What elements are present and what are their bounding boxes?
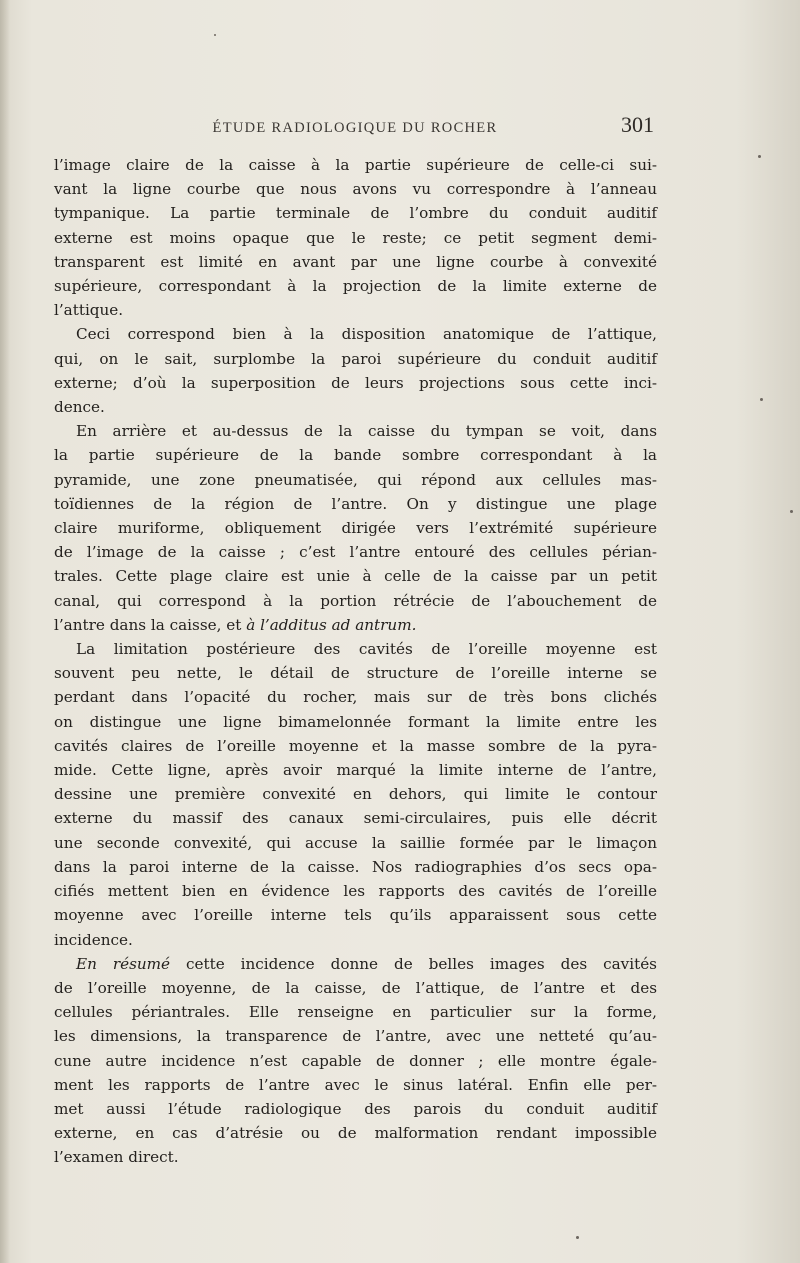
text-line — [54, 952, 657, 976]
paper-speck — [758, 155, 761, 158]
text-line: dans la paroi interne de la caisse. Nos radiographies d’os secs opa- — [54, 857, 657, 876]
paragraph — [54, 952, 657, 1170]
paragraph — [54, 322, 657, 419]
text-line: une seconde convexité, qui accuse la saillie formée par le limaçon — [54, 833, 657, 852]
paper-speck — [576, 1236, 579, 1239]
text-line: mide. Cette ligne, après avoir marqué la limite interne de l’antre, — [54, 761, 657, 780]
paragraph — [54, 637, 657, 952]
text-line: claire muriforme, obliquement dirigée vers l’extrémité supérieure — [54, 519, 657, 538]
italic-text: En résumé — [76, 954, 171, 973]
text-line: toïdiennes de la région de l’antre. On y distingue une plage — [54, 494, 657, 513]
text-line: l’image claire de la caisse à la partie supérieure de celle-ci sui- — [54, 156, 657, 174]
text-line: pyramide, une zone pneumatisée, qui répond aux cellules mas- — [54, 470, 657, 489]
text-line: externe est moins opaque que le reste; ce petit segment demi- — [54, 228, 657, 247]
text-line: transparent est limité en avant par une ligne courbe à convexité — [54, 252, 657, 271]
text-line: souvent peu nette, le détail de structure de l’oreille interne se — [54, 664, 657, 683]
text-line: moyenne avec l’oreille interne tels qu’ils apparaissent sous cette — [54, 906, 657, 925]
text-line: de l’oreille moyenne, de la caisse, de l’attique, de l’antre et des — [54, 978, 657, 997]
paragraph — [54, 153, 657, 322]
text-line: cellules périantrales. Elle renseigne en particulier sur la forme, — [54, 1003, 657, 1022]
text-line: supérieure, correspondant à la projection de la limite externe de — [54, 277, 657, 296]
text-line: perdant dans l’opacité du rocher, mais sur de très bons clichés — [54, 688, 657, 707]
text-line: dence. — [54, 398, 105, 417]
text-line: externe du massif des canaux semi-circulaires, puis elle décrit — [54, 809, 657, 828]
text-line: cune autre incidence n’est capable de donner ; elle montre égale- — [54, 1051, 657, 1070]
text-line: qui, on le sait, surplombe la paroi supérieure du conduit auditif — [54, 349, 657, 368]
page-number: 301 — [621, 112, 654, 137]
text-line: ment les rapports de l’antre avec le sinus latéral. Enfin elle per- — [54, 1075, 657, 1094]
text-line: tympanique. La partie terminale de l’ombre du conduit auditif — [54, 204, 657, 223]
body-text — [54, 153, 657, 1170]
text-line: La limitation postérieure des cavités de l’oreille moyenne est — [76, 640, 657, 659]
text-line: canal, qui correspond à la portion rétrécie de l’abouchement de — [54, 591, 657, 610]
running-title: ÉTUDE RADIOLOGIQUE DU ROCHER — [212, 120, 498, 136]
binding-shadow — [0, 0, 10, 1263]
text-line: externe, en cas d’atrésie ou de malformation rendant impossible — [54, 1124, 657, 1143]
text-run: l’antre dans la caisse, et — [54, 615, 247, 634]
paper-speck — [790, 510, 793, 513]
text-line: incidence. — [54, 930, 133, 949]
paper-speck — [214, 34, 216, 36]
text-line: Ceci correspond bien à la disposition anatomique de l’attique, — [76, 325, 657, 344]
italic-text: à l’additus ad antrum. — [246, 615, 417, 634]
text-line: on distingue une ligne bimamelonnée formant la limite entre les — [54, 712, 657, 731]
text-line: cavités claires de l’oreille moyenne et la masse sombre de la pyra- — [54, 736, 657, 755]
text-line: l’attique. — [54, 301, 124, 320]
text-line: cifiés mettent bien en évidence les rapports des cavités de l’oreille — [54, 882, 657, 901]
paper-speck — [760, 398, 763, 401]
text-run: cette incidence donne de belles images des cavités — [170, 954, 657, 973]
text-line: trales. Cette plage claire est unie à celle de la caisse par un petit — [54, 567, 657, 586]
text-line — [54, 613, 657, 637]
paragraph — [54, 419, 657, 637]
running-head — [56, 112, 654, 142]
text-line: les dimensions, la transparence de l’antre, avec une netteté qu’au- — [54, 1027, 657, 1046]
text-line: la partie supérieure de la bande sombre correspondant à la — [54, 446, 657, 465]
text-line: dessine une première convexité en dehors, qui limite le contour — [54, 785, 657, 804]
text-line: l’examen direct. — [54, 1148, 179, 1167]
text-line: met aussi l’étude radiologique des parois du conduit auditif — [54, 1099, 657, 1118]
text-line: vant la ligne courbe que nous avons vu correspondre à l’anneau — [54, 180, 657, 199]
text-line: de l’image de la caisse ; c’est l’antre entouré des cellules périan- — [54, 543, 657, 562]
text-line: En arrière et au-dessus de la caisse du tympan se voit, dans — [76, 422, 657, 441]
text-line: externe; d’où la superposition de leurs projections sous cette inci- — [54, 373, 657, 392]
